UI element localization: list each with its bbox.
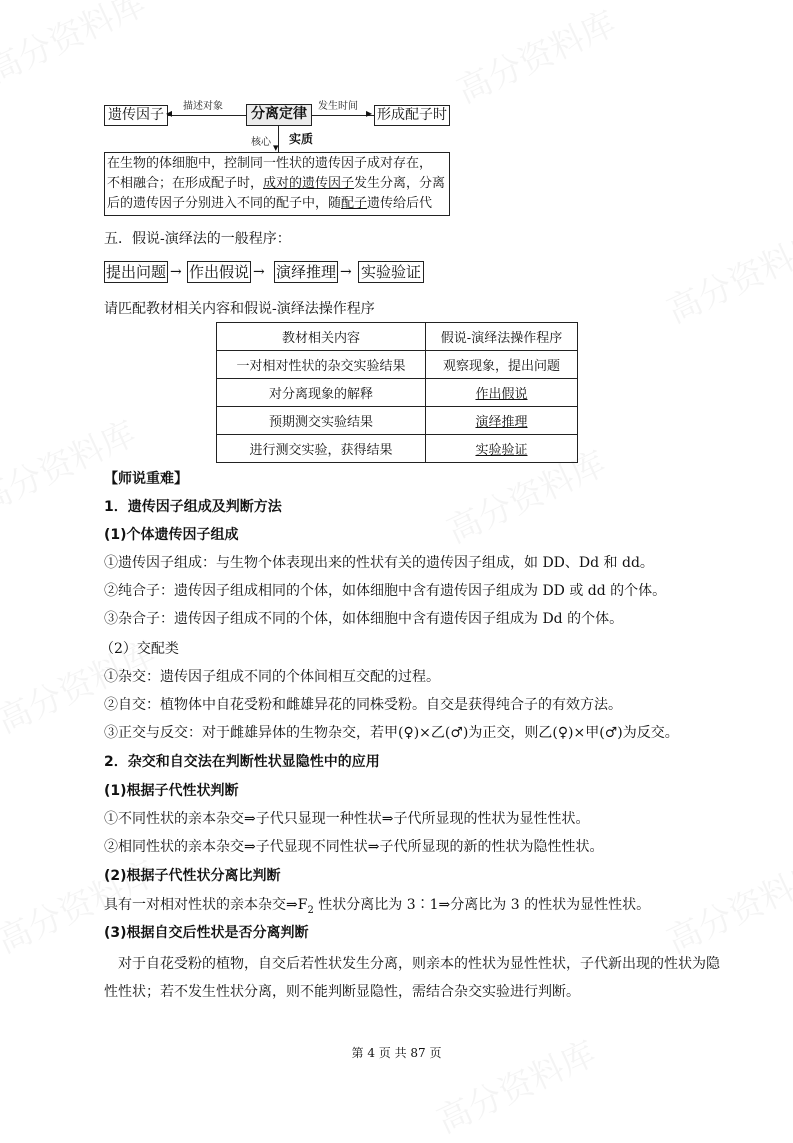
para-heterozygote: ③杂合子：遗传因子组成不同的个体，如体细胞中含有遗传因子组成为 Dd 的个体。 [104, 611, 624, 627]
section5-heading: 五．假说-演绎法的一般程序： [104, 231, 291, 247]
right-arrow-line [312, 115, 374, 116]
essence-line-2a: 不相融合；在形成配子时， [107, 176, 264, 191]
left-arrow-label: 描述对象 [183, 101, 223, 112]
box-gamete-formation: 形成配子时 [374, 105, 450, 126]
match-table [216, 322, 578, 463]
table-header-cell: 教材相关内容 [217, 323, 426, 351]
flow-arrow-icon: → [170, 264, 182, 280]
heading-1-2: （2）交配类 [100, 641, 179, 657]
box-segregation-law: 分离定律 [246, 104, 312, 126]
left-arrow-line [168, 115, 246, 116]
para-homozygote: ②纯合子：遗传因子组成相同的个体，如体细胞中含有遗传因子组成为 DD 或 dd 的个体。 [104, 583, 667, 599]
essence-line-1: 在生物的体细胞中，控制同一性状的遗传因子成对存在， [107, 156, 433, 171]
table-row [217, 407, 578, 435]
para-reciprocal: ③正交与反交：对于雌雄异体的生物杂交，若甲(♀)×乙(♂)为正交，则乙(♀)×甲(♂)为反交。 [104, 725, 679, 741]
table-row [217, 435, 578, 463]
table-row [217, 379, 578, 407]
step-verify: 实验验证 [358, 261, 424, 283]
heading-2-1: (1)根据子代性状判断 [104, 783, 239, 799]
box-genetic-factor: 遗传因子 [104, 105, 168, 126]
watermark [448, 0, 623, 113]
left-arrowhead-icon: ◂ [166, 106, 173, 120]
table-header-row [217, 323, 578, 351]
table-answer: 实验验证 [475, 443, 528, 458]
right-arrowhead-icon: ▸ [366, 106, 373, 120]
table-cell [426, 379, 578, 407]
table-cell: 进行测交实验，获得结果 [217, 435, 426, 463]
essence-line-2b: 发生分离，分离 [354, 176, 446, 191]
down-arrowhead-icon: ▾ [273, 141, 279, 154]
para-selfing-judgement: 对于自花受粉的植物，自交后若性状发生分离，则亲本的性状为显性性状，子代新出现的性状为隐性性状；若不发生性状分离，则不能判断显隐性，需结合杂交实验进行判断。 [104, 956, 720, 1000]
heading-1-1: (1)个体遗传因子组成 [104, 527, 239, 543]
heading-2-2: (2)根据子代性状分离比判断 [104, 868, 281, 884]
table-answer: 演绎推理 [475, 415, 528, 430]
flow-arrow-icon: → [340, 264, 352, 280]
heading-1: 1．遗传因子组成及判断方法 [104, 499, 282, 515]
table-row [217, 351, 578, 379]
step-form-hypothesis: 作出假说 [188, 263, 249, 281]
para-ratio-sub: 2 [307, 904, 314, 916]
para-selfing: ②自交：植物体中自花受粉和雌雄异花的同株受粉。自交是获得纯合子的有效方法。 [104, 697, 622, 713]
table-cell: 一对相对性状的杂交实验结果 [217, 351, 426, 379]
down-label-core: 核心 [251, 137, 271, 148]
essence-line-3a: 后的遗传因子分别进入不同的配子中，随 [107, 196, 342, 211]
para-different-traits: ①不同性状的亲本杂交⇒子代只显现一种性状⇒子代所显现的性状为显性性状。 [104, 811, 590, 827]
table-cell [426, 435, 578, 463]
essence-line-3b: 遗传给后代 [367, 196, 433, 211]
para-genotype: ①遗传因子组成：与生物个体表现出来的性状有关的遗传因子组成，如 DD、Dd 和 dd。 [104, 555, 654, 571]
flow-arrow-icon: → [253, 264, 265, 280]
para-same-traits: ②相同性状的亲本杂交⇒子代显现不同性状⇒子代所显现的新的性状为隐性性状。 [104, 839, 604, 855]
table-cell: 对分离现象的解释 [217, 379, 426, 407]
step-deduction: 演绎推理 [275, 263, 336, 281]
table-cell: 预期测交实验结果 [217, 407, 426, 435]
table-cell: 观察现象，提出问题 [426, 351, 578, 379]
page-footer: 第 4 页 共 87 页 [351, 1046, 442, 1060]
table-answer: 作出假说 [475, 387, 528, 402]
para-ratio [104, 894, 650, 916]
essence-underline-2: 配子 [341, 196, 368, 211]
table-cell [426, 407, 578, 435]
para-ratio-b: 性状分离比为 3∶1⇒分离比为 3 的性状为显性性状。 [313, 897, 651, 913]
heading-2: 2．杂交和自交法在判断性状显隐性中的应用 [104, 754, 380, 770]
watermark [658, 216, 793, 332]
down-label-essence: 实质 [289, 132, 314, 146]
right-arrow-label: 发生时间 [318, 101, 358, 112]
watermark [658, 846, 793, 962]
table-header-cell: 假说-演绎法操作程序 [426, 323, 578, 351]
para-cross: ①杂交：遗传因子组成不同的个体间相互交配的过程。 [104, 669, 440, 685]
watermark [0, 0, 152, 93]
match-intro: 请匹配教材相关内容和假说-演绎法操作程序 [104, 301, 375, 317]
heading-2-3: (3)根据自交后性状是否分离判断 [104, 925, 309, 941]
teacher-title: 【师说重难】 [104, 471, 188, 487]
essence-box [104, 152, 450, 216]
essence-underline-1: 成对的遗传因子 [263, 176, 355, 191]
step-raise-question: 提出问题 [105, 263, 166, 281]
para-ratio-a: 具有一对相对性状的亲本杂交⇒F [104, 897, 308, 913]
